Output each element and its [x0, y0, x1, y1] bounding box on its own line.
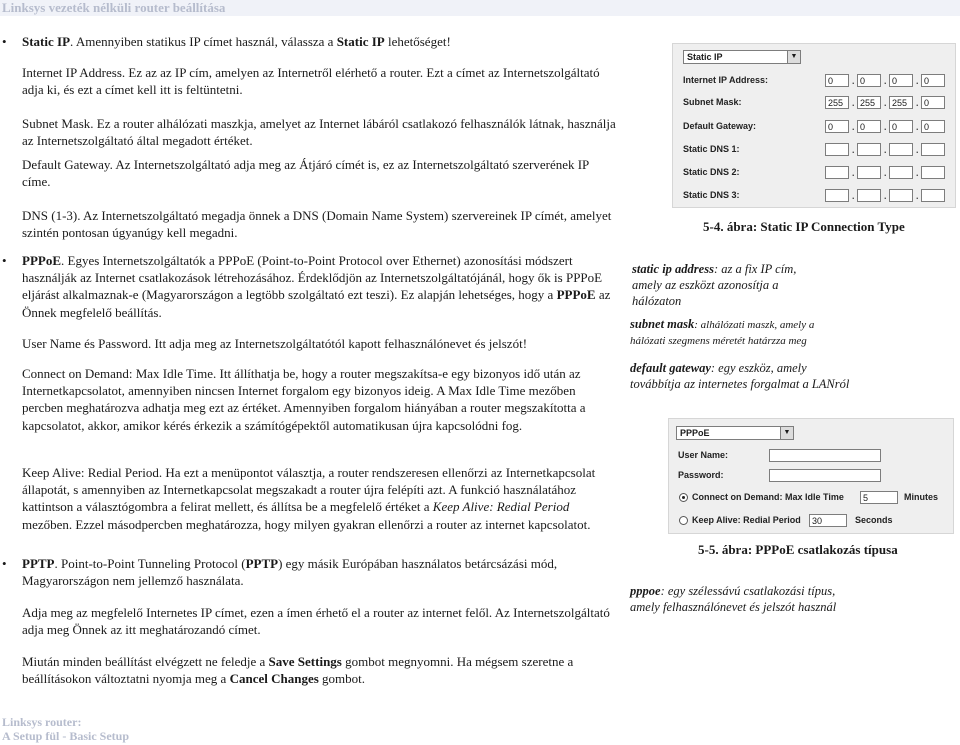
- dot-separator: .: [884, 76, 887, 86]
- dot-separator: .: [852, 145, 855, 155]
- dot-separator: .: [916, 76, 919, 86]
- dns2-octet-3[interactable]: [889, 166, 913, 179]
- note-text: hálózaton: [632, 294, 682, 308]
- note-subnet-mask: [630, 316, 814, 349]
- gw-octet-3[interactable]: 0: [889, 120, 913, 133]
- redial-period-input[interactable]: 30: [809, 514, 847, 527]
- para-adja-meg: Adja meg az megfelelő Internetes IP címet, ezen a ímen érhető el a router az internet felől. Az Internetszolgáltató adja meg Önnek az itt meghatározandó címet.: [22, 605, 610, 638]
- connect-on-demand-label: Connect on Demand: Max Idle Time: [692, 492, 844, 502]
- default-gateway-label: Default Gateway:: [683, 121, 757, 131]
- connection-type-select[interactable]: [683, 50, 801, 64]
- note-text: : egy szélessávú csatlakozási típus,: [660, 584, 836, 598]
- seconds-label: Seconds: [855, 515, 893, 525]
- static-ip-term-2: Static IP: [336, 34, 385, 49]
- dot-separator: .: [884, 122, 887, 132]
- ip-octet-1[interactable]: 0: [825, 74, 849, 87]
- para-connect-on-demand: Connect on Demand: Max Idle Time. Itt állíthatja be, hogy a router megszakítsa-e egy bizonyos idő után az Internetkapcsolatot, amennyiben nincsen Internet forgalom egy bizonyos ideig. A Max Idle Time mezőben percben meghatározva adhatja meg ezt az értéket. Amennyiben forgalom hiányában a router megszakította a kapcsolatot, akkor, amikor kérés érkezik a számítógépektől automatikusan újra kapcsolódni fog.: [22, 366, 586, 433]
- dns3-octet-2[interactable]: [857, 189, 881, 202]
- password-label: Password:: [678, 470, 724, 480]
- dns3-label: Static DNS 3:: [683, 190, 740, 200]
- chevron-down-icon: ▼: [787, 51, 800, 63]
- note-term: default gateway: [630, 361, 711, 375]
- pppoe-term-2: PPPoE: [556, 287, 596, 303]
- dot-separator: .: [884, 168, 887, 178]
- dot-separator: .: [852, 168, 855, 178]
- para-save-settings: [22, 653, 618, 687]
- page-header: Linksys vezeték nélküli router beállítása: [0, 0, 960, 16]
- para-dns: DNS (1-3). Az Internetszolgáltató megadja önnek a DNS (Domain Name System) szervereinek IP címét, amelyet szintén pontosan úgyanúgy kell megadni.: [22, 208, 612, 241]
- ip-octet-2[interactable]: 0: [857, 74, 881, 87]
- dns1-octet-3[interactable]: [889, 143, 913, 156]
- mask-octet-4[interactable]: 0: [921, 96, 945, 109]
- note-text: amely felhasználónevet és jelszót használ: [630, 600, 837, 614]
- chevron-down-icon: ▼: [780, 427, 793, 439]
- pppoe-term: PPPoE: [22, 253, 61, 268]
- mask-octet-1[interactable]: 255: [825, 96, 849, 109]
- subnet-mask-label: Subnet Mask:: [683, 97, 742, 107]
- bullet-static-ip: [2, 33, 618, 50]
- dns2-octet-4[interactable]: [921, 166, 945, 179]
- note-text: : az a fix IP cím,: [713, 262, 797, 276]
- para-user-name: User Name és Password. Itt adja meg az Internetszolgáltatótól kapott felhasználónevet és jelszót!: [22, 336, 528, 351]
- save-text-2: gombot megnyomni. Ha mégsem szeretne a beállításokon változtatni nyomja meg a: [22, 654, 574, 687]
- dns3-octet-4[interactable]: [921, 189, 945, 202]
- password-input[interactable]: [769, 469, 881, 482]
- pptp-text: . Point-to-Point Tunneling Protocol (: [54, 556, 246, 571]
- dot-separator: .: [884, 98, 887, 108]
- note-text: hálózati szegmens méretét határzza meg: [630, 335, 807, 347]
- save-text: Miután minden beállítást elvégzett ne feledje a: [22, 654, 269, 669]
- dot-separator: .: [884, 191, 887, 201]
- static-ip-screenshot: [672, 43, 956, 208]
- internet-ip-label: Internet IP Address:: [683, 75, 769, 85]
- keep-alive-radio[interactable]: [679, 516, 688, 525]
- mask-octet-2[interactable]: 255: [857, 96, 881, 109]
- note-text: : egy eszköz, amely: [710, 361, 807, 375]
- connection-type-value: Static IP: [687, 52, 723, 62]
- dot-separator: .: [916, 98, 919, 108]
- ip-octet-4[interactable]: 0: [921, 74, 945, 87]
- pppoe-screenshot: [668, 418, 954, 534]
- dns2-label: Static DNS 2:: [683, 167, 740, 177]
- pptp-text-2: ) egy másik Európában használatos betárcsázási mód, Magyarországon nem jellemző használata.: [22, 556, 558, 589]
- bullet-icon: •: [2, 556, 7, 571]
- pppoe-text-2: az Önnek megfelelő beállítás.: [22, 287, 611, 320]
- bullet-pptp: [2, 555, 618, 589]
- dns1-octet-2[interactable]: [857, 143, 881, 156]
- cancel-changes-term: Cancel Changes: [229, 671, 319, 687]
- dns3-octet-1[interactable]: [825, 189, 849, 202]
- figure-caption-5-4: 5-4. ábra: Static IP Connection Type: [703, 219, 905, 234]
- static-ip-text-2: lehetőséget!: [384, 34, 451, 49]
- dns3-octet-3[interactable]: [889, 189, 913, 202]
- bullet-icon: •: [2, 34, 7, 49]
- bullet-pppoe: [2, 252, 618, 321]
- footer-line-2: A Setup fül - Basic Setup: [2, 728, 130, 743]
- footer-line-1: Linksys router:: [2, 715, 82, 729]
- dns2-octet-1[interactable]: [825, 166, 849, 179]
- save-settings-term: Save Settings: [268, 654, 342, 669]
- dns1-octet-4[interactable]: [921, 143, 945, 156]
- user-name-label: User Name:: [678, 450, 729, 460]
- dot-separator: .: [884, 145, 887, 155]
- bullet-icon: •: [2, 253, 7, 268]
- pptp-term-2: PPTP: [245, 556, 279, 571]
- gw-octet-2[interactable]: 0: [857, 120, 881, 133]
- note-text: továbbítja az internetes forgalmat a LANról: [630, 377, 850, 391]
- para-keep-alive: [22, 464, 618, 533]
- para-default-gateway: Default Gateway. Az Internetszolgáltató adja meg az Átjáró címét is, ez az Internetszolgáltató szerverének IP címe.: [22, 157, 589, 190]
- gw-octet-4[interactable]: 0: [921, 120, 945, 133]
- dot-separator: .: [916, 191, 919, 201]
- dot-separator: .: [852, 98, 855, 108]
- note-term: pppoe: [630, 584, 661, 598]
- note-term: static ip address: [632, 262, 714, 276]
- dot-separator: .: [916, 168, 919, 178]
- note-text: : alhálózati maszk, amely a: [694, 319, 815, 331]
- note-default-gateway: [630, 360, 849, 392]
- keep-alive-text: Keep Alive: Redial Period. Ha ezt a menüpontot választja, a router rendszeresen ellenőrzi az Internetkapcsolat állapotát, s amennyiben az Internetkapcsolat megszakadt a router újra felépíti azt. A funkció használatához kattintson a választógombra a felirat mellett, és állítsa be a megfelelő értéket a: [22, 465, 596, 515]
- para-internet-ip: Internet IP Address. Ez az az IP cím, amelyen az Internetről elérhető a router. Ezt a címet az Internetszolgáltató adja ki, és ezt a címet kell itt is feltüntetni.: [22, 65, 600, 98]
- ip-octet-3[interactable]: 0: [889, 74, 913, 87]
- dot-separator: .: [916, 145, 919, 155]
- connect-on-demand-radio[interactable]: [679, 493, 688, 502]
- keep-alive-italic: Keep Alive: Redial Period: [432, 499, 570, 515]
- pptp-term: PPTP: [22, 556, 55, 571]
- dns2-octet-2[interactable]: [857, 166, 881, 179]
- user-name-input[interactable]: [769, 449, 881, 462]
- para-subnet-mask: Subnet Mask. Ez a router alhálózati maszkja, amelyet az Internet lábáról csatlakozó felhasználók látnak, használja az Internetszolgáltató által megadott értéket.: [22, 116, 616, 149]
- dns1-octet-1[interactable]: [825, 143, 849, 156]
- dot-separator: .: [852, 122, 855, 132]
- connection-type-value: PPPoE: [680, 428, 710, 438]
- minutes-label: Minutes: [904, 492, 939, 502]
- keep-alive-text-2: mezőben. Ezzel másodpercben meghatározza, hogy milyen gyakran ellenőrzi a router az internet kapcsolatot.: [22, 516, 591, 532]
- static-ip-term: Static IP: [22, 34, 71, 49]
- keep-alive-label: Keep Alive: Redial Period: [692, 515, 801, 525]
- page-footer: [2, 716, 129, 743]
- dns1-label: Static DNS 1:: [683, 144, 740, 154]
- gw-octet-1[interactable]: 0: [825, 120, 849, 133]
- note-text: amely az eszközt azonosítja a: [632, 278, 779, 292]
- dot-separator: .: [852, 76, 855, 86]
- static-ip-text: . Amennyiben statikus IP címet használ, válassza a: [70, 34, 337, 49]
- dot-separator: .: [852, 191, 855, 201]
- note-static-ip: [632, 261, 796, 309]
- note-pppoe: [630, 583, 836, 615]
- max-idle-time-input[interactable]: 5: [860, 491, 898, 504]
- save-text-3: gombot.: [318, 671, 366, 687]
- dot-separator: .: [916, 122, 919, 132]
- connection-type-select[interactable]: [676, 426, 794, 440]
- mask-octet-3[interactable]: 255: [889, 96, 913, 109]
- note-term: subnet mask: [630, 317, 695, 331]
- pppoe-text: . Egyes Internetszolgáltatók a PPPoE (Point-to-Point Protocol over Ethernet) azonosítási módszert használják az Internet csatlakozások létrehozásához. Érdeklődjön az Internetszolgáltatójánál, hogy ők is PPPoE eljárást alkalmaznak-e (Magyarországon a legtöbb szolgáltató ezt teszi). Ez alapján lehetséges, hogy a: [22, 253, 603, 303]
- figure-caption-5-5: 5-5. ábra: PPPoE csatlakozás típusa: [698, 542, 898, 557]
